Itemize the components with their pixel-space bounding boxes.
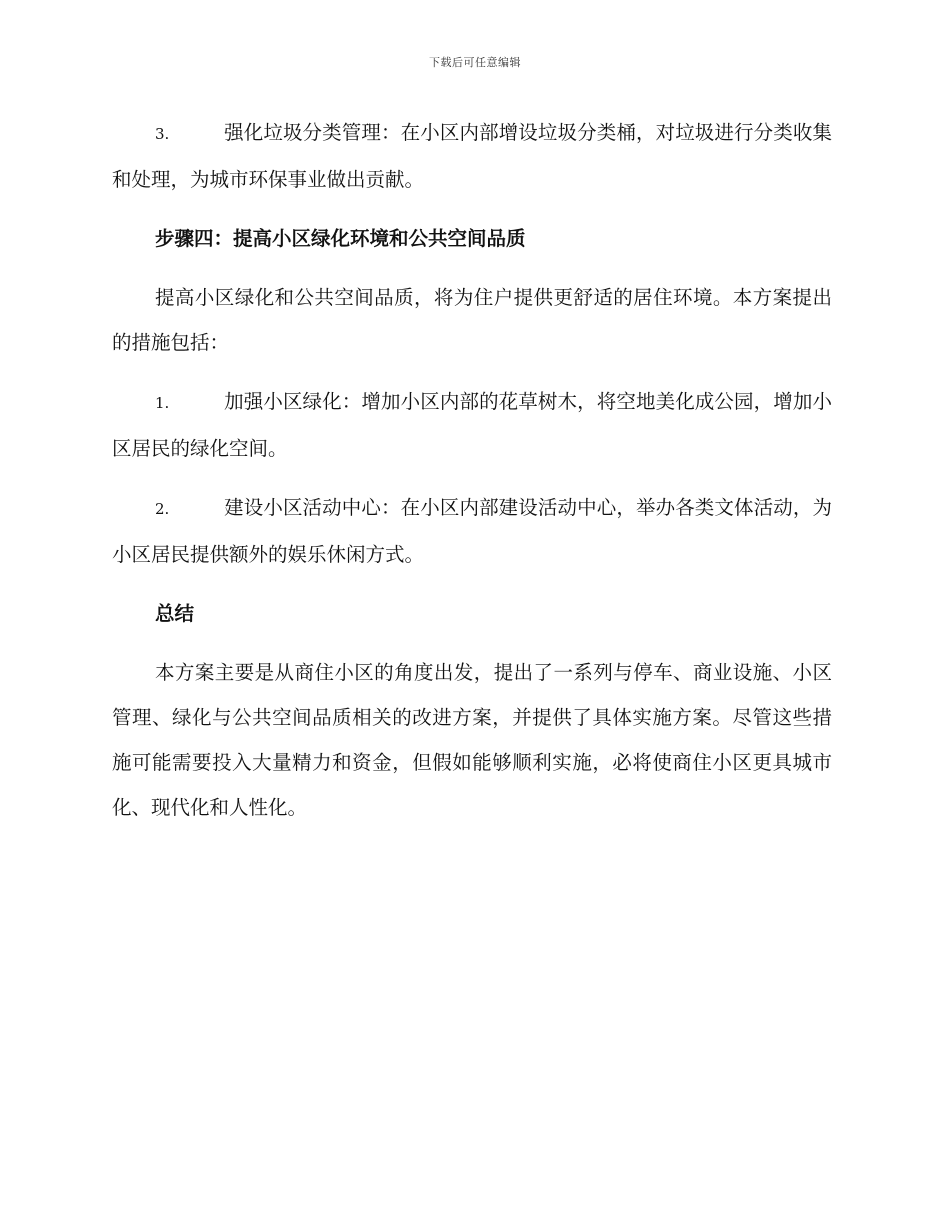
list-item-text: 强化垃圾分类管理：在小区内部增设垃圾分类桶，对垃圾进行分类收集和处理，为城市环保事业做出贡献。 xyxy=(112,121,832,191)
list-item-text: 加强小区绿化：增加小区内部的花草树木，将空地美化成公园，增加小区居民的绿化空间。 xyxy=(112,390,832,460)
section-heading-summary: 总结 xyxy=(155,602,195,625)
list-item-waste-sorting xyxy=(112,110,832,202)
list-item-text: 建设小区活动中心：在小区内部建设活动中心，举办各类文体活动，为小区居民提供额外的娱乐休闲方式。 xyxy=(112,496,832,566)
list-number: 2. xyxy=(155,500,170,518)
list-item-activity-center xyxy=(112,485,832,577)
paragraph-step4-intro: 提高小区绿化和公共空间品质，将为住户提供更舒适的居住环境。本方案提出的措施包括： xyxy=(112,286,832,354)
list-number: 3. xyxy=(155,125,170,143)
section-heading-step4: 步骤四：提高小区绿化环境和公共空间品质 xyxy=(155,227,526,250)
list-item-greening xyxy=(112,379,832,471)
list-number: 1. xyxy=(155,394,170,412)
document-body xyxy=(112,110,832,844)
page-header: 下载后可任意编辑 xyxy=(429,56,521,69)
paragraph-summary: 本方案主要是从商住小区的角度出发，提出了一系列与停车、商业设施、小区管理、绿化与公共空间品质相关的改进方案，并提供了具体实施方案。尽管这些措施可能需要投入大量精力和资金，但假如能够顺利实施，必将使商住小区更具城市化、现代化和人性化。 xyxy=(112,661,832,819)
